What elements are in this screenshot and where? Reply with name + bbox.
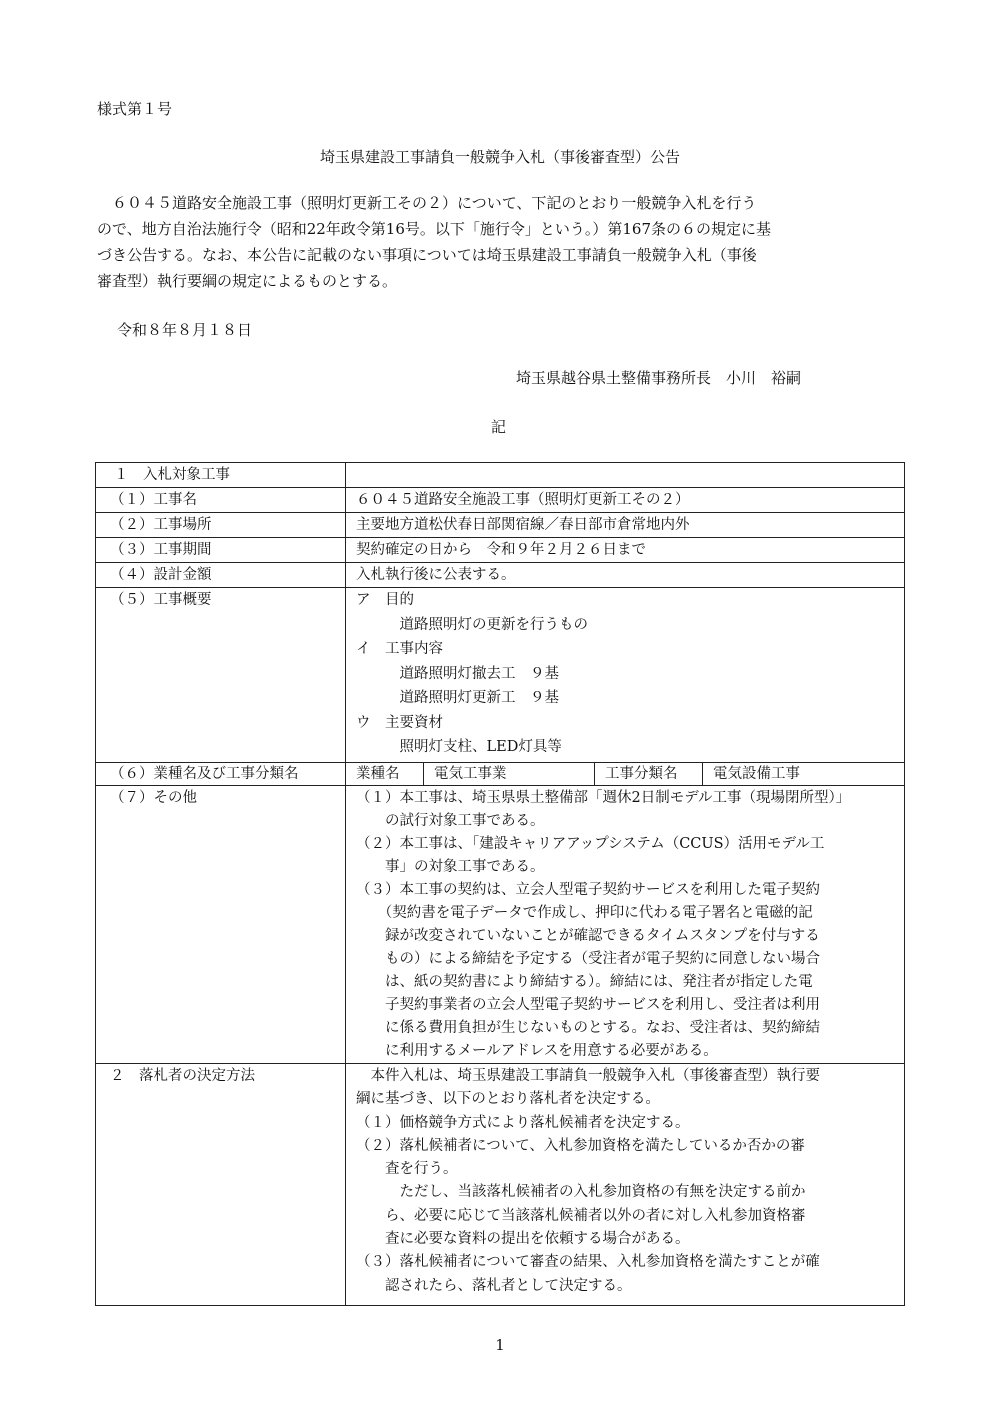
- overview-line: 照明灯支柱、LED灯具等: [356, 739, 562, 755]
- intro-line: 審査型）執行要綱の規定によるものとする。: [97, 272, 398, 290]
- decision-line: （３）落札候補者について審査の結果、入札参加資格を満たすことが確: [356, 1254, 820, 1271]
- note-line: （３）本工事の契約は、立会人型電子契約サービスを利用した電子契約: [356, 882, 820, 898]
- table-row: [96, 763, 905, 786]
- decision-line: 綱に基づき、以下のとおり落札者を決定する。: [356, 1091, 660, 1108]
- row-label: （２）工事場所: [110, 517, 212, 533]
- industry-value: 電気工事業: [424, 763, 595, 785]
- row-label: （３）工事期間: [110, 542, 212, 558]
- type-subtable: [346, 763, 904, 785]
- note-line: もの）による締結を予定する（受注者が電子契約に同意しない場合: [356, 951, 820, 967]
- row-label: （１）工事名: [110, 492, 197, 508]
- row-label: （６）業種名及び工事分類名: [110, 766, 299, 782]
- row-label: （４）設計金額: [110, 567, 212, 583]
- decision-line: 本件入札は、埼玉県建設工事請負一般競争入札（事後審査型）執行要: [356, 1068, 820, 1084]
- note-line: （契約書を電子データで作成し、押印に代わる電子署名と電磁的記: [356, 905, 813, 921]
- decision-line: ら、必要に応じて当該落札候補者以外の者に対し入札参加資格審: [356, 1207, 806, 1224]
- decision-line: 査に必要な資料の提出を依頼する場合がある。: [356, 1231, 690, 1248]
- overview-line: 道路照明灯の更新を行うもの: [356, 616, 588, 633]
- note-line: に利用するメールアドレスを用意する必要がある。: [356, 1043, 718, 1059]
- category-label: 工事分類名: [595, 763, 703, 785]
- intro-line: ６０４５道路安全施設工事（照明灯更新工その２）について、下記のとおり一般競争入札を行う: [97, 194, 757, 212]
- table-row: [96, 563, 905, 588]
- note-line: 事」の対象工事である。: [356, 859, 545, 875]
- table-row: [96, 463, 905, 488]
- overview-line: イ 工事内容: [356, 641, 443, 657]
- table-row: [96, 1064, 905, 1306]
- section-heading: １ 入札対象工事: [114, 467, 230, 483]
- row-label: （７）その他: [110, 790, 197, 806]
- decision-line: （２）落札候補者について、入札参加資格を満たしているか否かの審: [356, 1137, 805, 1154]
- table-row: [96, 786, 905, 1064]
- note-line: （１）本工事は、埼玉県県土整備部「週休2日制モデル工事（現場閉所型）」: [356, 790, 851, 806]
- note-line: 録が改変されていないことが確認できるタイムスタンプを付与する: [356, 928, 820, 944]
- decision-line: （１）価格競争方式により落札候補者を決定する。: [356, 1114, 690, 1131]
- decision-method: [346, 1064, 904, 1298]
- overview-line: 道路照明灯更新工 ９基: [356, 690, 559, 706]
- decision-line: 認されたら、落札者として決定する。: [356, 1277, 632, 1294]
- intro-line: づき公告する。なお、本公告に記載のない事項については埼玉県建設工事請負一般競争入札（事後: [97, 246, 757, 264]
- note-line: は、紙の契約書により締結する）。締結には、発注者が指定した電: [356, 974, 813, 990]
- issuer: 埼玉県越谷県土整備事務所長 小川 裕嗣: [516, 369, 802, 387]
- note-line: に係る費用負担が生じないものとする。なお、受注者は、契約締結: [356, 1020, 820, 1036]
- row-value: 契約確定の日から 令和９年２月２６日まで: [356, 542, 646, 558]
- row-value: 入札執行後に公表する。: [356, 567, 516, 583]
- ki-heading: 記: [491, 418, 507, 436]
- row-label: （５）工事概要: [110, 592, 212, 608]
- note-line: 子契約事業者の立会人型電子契約サービスを利用し、受注者は利用: [356, 997, 820, 1013]
- decision-line: ただし、当該落札候補者の入札参加資格の有無を決定する前か: [356, 1184, 806, 1201]
- row-value: ６０４５道路安全施設工事（照明灯更新工その２）: [356, 492, 690, 508]
- form-number: 様式第１号: [97, 100, 173, 118]
- overview-line: ア 目的: [356, 592, 414, 608]
- category-value: 電気設備工事: [713, 766, 800, 782]
- intro-line: ので、地方自治法施行令（昭和22年政令第16号。以下「施行令」という。）第167条の６の規定に基: [97, 220, 772, 238]
- decision-line: 査を行う。: [356, 1161, 458, 1178]
- intro-paragraph: [97, 190, 907, 294]
- industry-label: 業種名: [346, 763, 424, 785]
- page-number: 1: [495, 1336, 505, 1354]
- overview-line: 道路照明灯撤去工 ９基: [356, 665, 559, 682]
- overview-list: [346, 588, 904, 760]
- other-notes: [346, 786, 904, 1063]
- notice-table: [95, 462, 905, 1306]
- table-row: [96, 488, 905, 513]
- overview-line: ウ 主要資材: [356, 714, 443, 731]
- note-line: の試行対象工事である。: [356, 813, 545, 829]
- section-heading: ２ 落札者の決定方法: [110, 1068, 255, 1084]
- note-line: （２）本工事は、「建設キャリアアップシステム（CCUS）活用モデル工: [356, 836, 825, 852]
- table-row: [96, 588, 905, 763]
- table-row: [96, 513, 905, 538]
- row-value: 主要地方道松伏春日部関宿線／春日部市倉常地内外: [356, 517, 690, 533]
- table-row: [96, 538, 905, 563]
- document-title: 埼玉県建設工事請負一般競争入札（事後審査型）公告: [319, 148, 680, 166]
- notice-date: 令和８年８月１８日: [117, 321, 253, 339]
